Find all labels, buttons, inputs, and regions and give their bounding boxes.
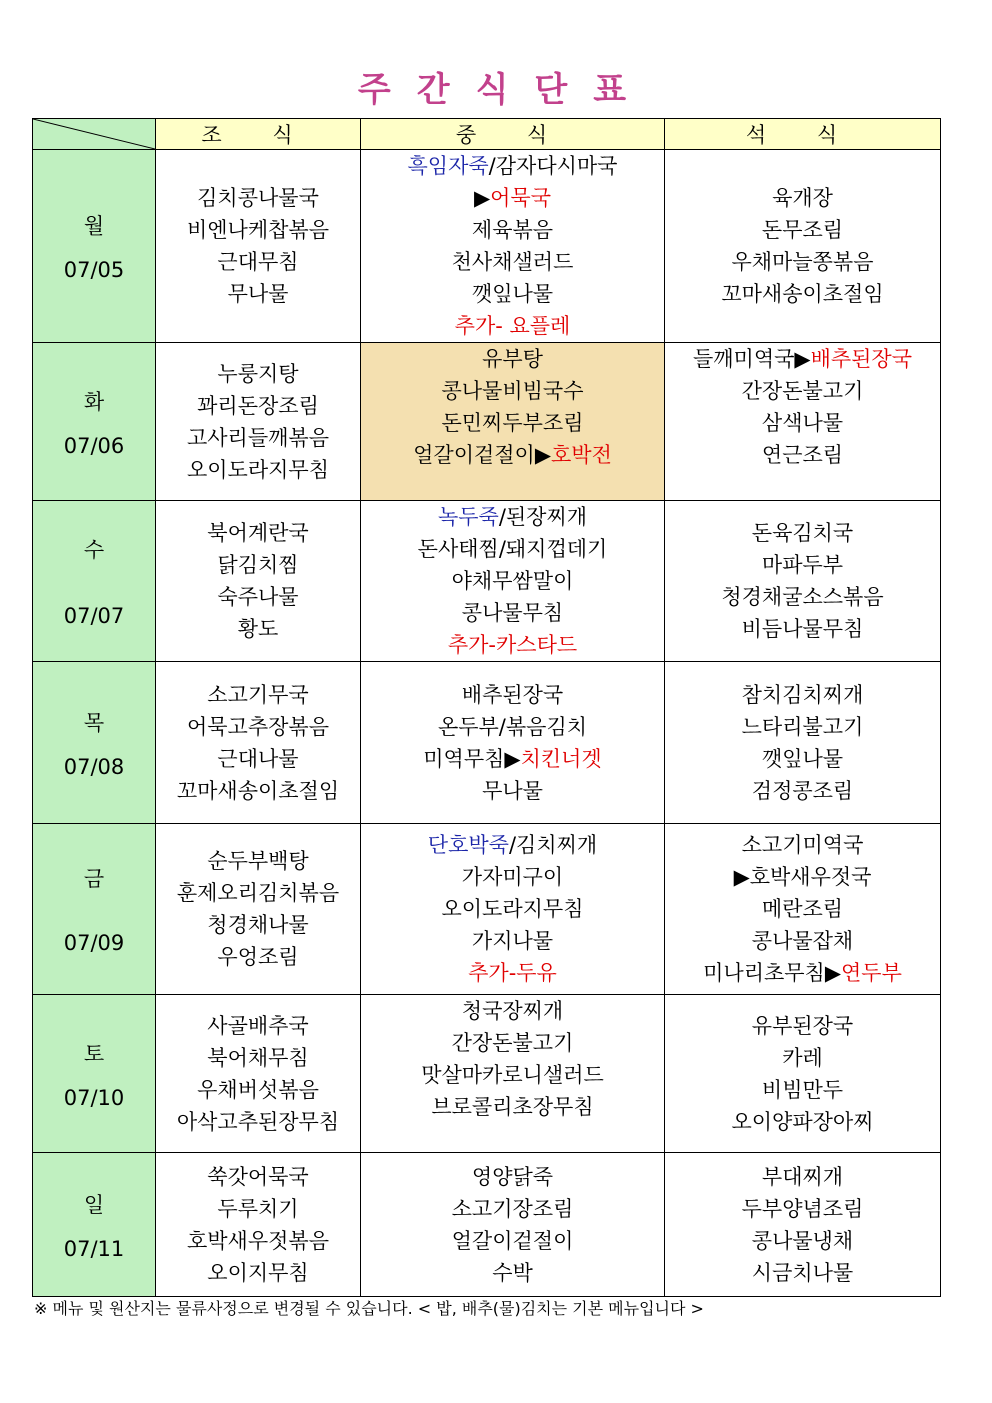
menu-item-base: 미나리초무침▶ — [703, 961, 841, 985]
dinner-header: 석 식 — [665, 119, 941, 150]
menu-item: 가자미구이 — [461, 865, 564, 889]
menu-item: 콩나물무침 — [461, 601, 564, 625]
menu-item: 배추된장국 — [461, 682, 564, 707]
menu-item-base: 미역무침▶ — [423, 746, 521, 771]
day-row-tue — [33, 343, 941, 501]
breakfast-header: 조 식 — [156, 119, 361, 150]
menu-item: 맛살마카로니샐러드 — [421, 1063, 604, 1087]
menu-item: 제육볶음 — [471, 218, 554, 242]
date-label: 07/08 — [63, 754, 125, 779]
day-row-sun — [33, 1153, 941, 1297]
day-label: 토 — [83, 1041, 105, 1066]
menu-item: 천사채샐러드 — [451, 250, 574, 274]
date-label: 07/11 — [63, 1236, 125, 1261]
menu-item: 느타리불고기 — [741, 714, 864, 739]
menu-item: 두부양념조림 — [741, 1196, 864, 1221]
menu-item: 비엔나케찹볶음 — [186, 218, 329, 242]
menu-item: 브로콜리초장무침 — [431, 1095, 594, 1119]
date-label: 07/06 — [63, 433, 125, 458]
extra-item: 추가- 요플레 — [454, 314, 571, 338]
replacement-item: 치킨너겟 — [520, 746, 602, 771]
menu-item: 검정콩조림 — [751, 778, 854, 803]
lunch-header: 중 식 — [361, 119, 665, 150]
date-label: 07/07 — [63, 604, 125, 628]
lunch-cell — [361, 995, 665, 1153]
footer-note: ※ 메뉴 및 원산지는 물류사정으로 변경될 수 있습니다. < 밥, 배추(물)김치는 기본 메뉴입니다 > — [34, 1299, 704, 1318]
day-cell — [33, 995, 156, 1153]
menu-item-rest: /감자다시마국 — [488, 154, 618, 178]
menu-item: 호박새우젓볶음 — [186, 1228, 329, 1253]
menu-item: 고사리들깨볶음 — [186, 425, 329, 450]
lunch-cell — [361, 501, 665, 662]
menu-item: 소고기미역국 — [741, 833, 864, 857]
menu-item: 삼색나물 — [761, 411, 844, 435]
menu-item: 오이양파장아찌 — [731, 1109, 874, 1134]
breakfast-cell — [156, 150, 361, 343]
day-cell — [33, 824, 156, 995]
menu-item: 돈사태찜/돼지껍데기 — [417, 537, 608, 561]
dinner-cell — [665, 995, 941, 1153]
menu-item — [361, 743, 664, 775]
menu-item: 북어계란국 — [207, 521, 309, 545]
menu-item: 간장돈불고기 — [741, 379, 864, 403]
replacement-item: 호박전 — [551, 443, 612, 467]
menu-item: 꼬마새송이초절임 — [176, 778, 340, 803]
breakfast-cell — [156, 1153, 361, 1297]
date-label: 07/09 — [63, 931, 125, 955]
replacement-item: 배추된장국 — [810, 347, 913, 371]
menu-item: 우채버섯볶음 — [197, 1077, 319, 1102]
breakfast-cell — [156, 501, 361, 662]
lunch-cell — [361, 150, 665, 343]
menu-item: 시금치나물 — [751, 1260, 854, 1285]
menu-item: 돈무조림 — [761, 218, 844, 242]
menu-item: 오이지무침 — [207, 1260, 309, 1285]
day-row-sat — [33, 995, 941, 1153]
menu-item: 두루치기 — [217, 1196, 299, 1221]
menu-item: 수박 — [492, 1260, 533, 1285]
menu-item — [361, 439, 664, 471]
menu-item: 콩나물잡채 — [751, 929, 854, 953]
dinner-cell — [665, 662, 941, 824]
menu-item-base: 얼갈이겉절이▶ — [413, 443, 551, 467]
dinner-cell — [665, 824, 941, 995]
dinner-cell — [665, 343, 941, 501]
menu-item: 얼갈이겉절이 — [451, 1228, 574, 1253]
dinner-cell — [665, 501, 941, 662]
menu-item-rest: /된장찌개 — [498, 505, 588, 529]
day-label: 일 — [83, 1192, 105, 1217]
menu-item: 유부탕 — [482, 347, 543, 371]
corner-cell — [33, 119, 156, 150]
porridge-item: 흑임자죽 — [407, 154, 489, 178]
menu-item: 돈민찌두부조림 — [441, 411, 584, 435]
menu-item: 참치김치찌개 — [741, 682, 864, 707]
menu-item: 콩나물비빔국수 — [441, 379, 584, 403]
menu-item: 돈육김치국 — [751, 521, 854, 545]
menu-item: 근대무침 — [217, 250, 299, 274]
menu-item: 마파두부 — [761, 553, 844, 577]
menu-item: 영양닭죽 — [471, 1164, 554, 1189]
menu-item: 근대나물 — [217, 746, 299, 771]
menu-item — [361, 501, 664, 533]
menu-item-rest: /김치찌개 — [508, 833, 598, 857]
menu-item — [361, 829, 664, 861]
day-row-fri — [33, 824, 941, 995]
menu-item: 메란조림 — [761, 897, 844, 921]
menu-item-base: 들깨미역국▶ — [692, 347, 811, 371]
weekly-menu-table — [32, 118, 941, 1297]
menu-item: 육개장 — [772, 186, 833, 210]
menu-item: 부대찌개 — [761, 1164, 844, 1189]
menu-item: 청경채굴소스볶음 — [721, 585, 884, 609]
menu-item: 비듬나물무침 — [741, 617, 864, 641]
menu-item: 우채마늘쫑볶음 — [731, 250, 874, 274]
menu-item: 온두부/볶음김치 — [437, 714, 588, 739]
day-label: 목 — [83, 710, 105, 735]
menu-item: 훈제오리김치볶음 — [176, 881, 340, 905]
menu-item: 콩나물냉채 — [751, 1228, 854, 1253]
header-row — [33, 119, 941, 150]
breakfast-cell — [156, 343, 361, 501]
menu-item: ▶호박새우젓국 — [733, 865, 872, 889]
menu-item: 북어채무침 — [207, 1045, 309, 1070]
lunch-cell — [361, 824, 665, 995]
page-title: 주간식단표 — [357, 70, 653, 110]
day-row-wed — [33, 501, 941, 662]
day-label: 금 — [83, 867, 105, 891]
menu-item: 김치콩나물국 — [197, 186, 319, 210]
day-row-mon — [33, 150, 941, 343]
date-label: 07/10 — [63, 1085, 125, 1110]
menu-item — [665, 343, 940, 375]
menu-item: 누룽지탕 — [217, 361, 299, 386]
day-label: 월 — [83, 214, 105, 238]
menu-item: 쑥갓어묵국 — [207, 1164, 309, 1189]
menu-item — [361, 150, 664, 182]
menu-item: 오이도라지무침 — [441, 897, 584, 921]
menu-item: 황도 — [237, 617, 279, 641]
menu-item: 청경채나물 — [207, 913, 309, 937]
menu-item: 유부된장국 — [751, 1013, 854, 1038]
extra-item: 추가-카스타드 — [447, 633, 578, 657]
menu-item: 순두부백탕 — [207, 849, 309, 873]
menu-item: 꽈리돈장조림 — [197, 393, 319, 418]
menu-item: 무나물 — [227, 282, 289, 306]
menu-item: 비빔만두 — [761, 1077, 844, 1102]
menu-item: 사골배추국 — [207, 1013, 309, 1038]
menu-item: 깻잎나물 — [471, 282, 554, 306]
menu-item: 꼬마새송이초절임 — [721, 282, 884, 306]
day-cell — [33, 501, 156, 662]
menu-item: 간장돈불고기 — [451, 1031, 574, 1055]
menu-item: 소고기장조림 — [451, 1196, 574, 1221]
day-cell — [33, 150, 156, 343]
menu-item: 소고기무국 — [207, 682, 309, 707]
lunch-cell — [361, 343, 665, 501]
menu-item — [361, 182, 664, 214]
lunch-cell — [361, 662, 665, 824]
menu-item: 아삭고추된장무침 — [176, 1109, 340, 1134]
menu-item: 가지나물 — [471, 929, 554, 953]
porridge-item: 단호박죽 — [427, 833, 509, 857]
date-label: 07/05 — [63, 258, 125, 282]
menu-item: 무나물 — [482, 778, 543, 803]
day-cell — [33, 662, 156, 824]
menu-item: 카레 — [782, 1045, 823, 1070]
menu-item: 야채무쌈말이 — [451, 569, 574, 593]
menu-item: 청국장찌개 — [461, 999, 564, 1023]
menu-item: 우엉조림 — [217, 945, 299, 969]
menu-item: 연근조림 — [761, 443, 844, 467]
day-label: 화 — [83, 389, 105, 414]
menu-item — [665, 957, 940, 989]
breakfast-cell — [156, 824, 361, 995]
menu-item: 숙주나물 — [217, 585, 299, 609]
menu-item: 깻잎나물 — [761, 746, 844, 771]
replacement-item: 연두부 — [841, 961, 902, 985]
menu-item: 어묵고추장볶음 — [186, 714, 329, 739]
extra-item: 추가-두유 — [468, 961, 557, 985]
menu-item: 닭김치찜 — [217, 553, 299, 577]
breakfast-cell — [156, 662, 361, 824]
day-cell — [33, 1153, 156, 1297]
porridge-item: 녹두죽 — [437, 505, 499, 529]
day-row-thu — [33, 662, 941, 824]
day-label: 수 — [83, 538, 105, 562]
dinner-cell — [665, 1153, 941, 1297]
lunch-cell — [361, 1153, 665, 1297]
menu-item: 오이도라지무침 — [186, 457, 329, 482]
day-cell — [33, 343, 156, 501]
dinner-cell — [665, 150, 941, 343]
breakfast-cell — [156, 995, 361, 1153]
replacement-item: 어묵국 — [490, 186, 551, 210]
arrow-icon: ▶ — [473, 186, 491, 210]
